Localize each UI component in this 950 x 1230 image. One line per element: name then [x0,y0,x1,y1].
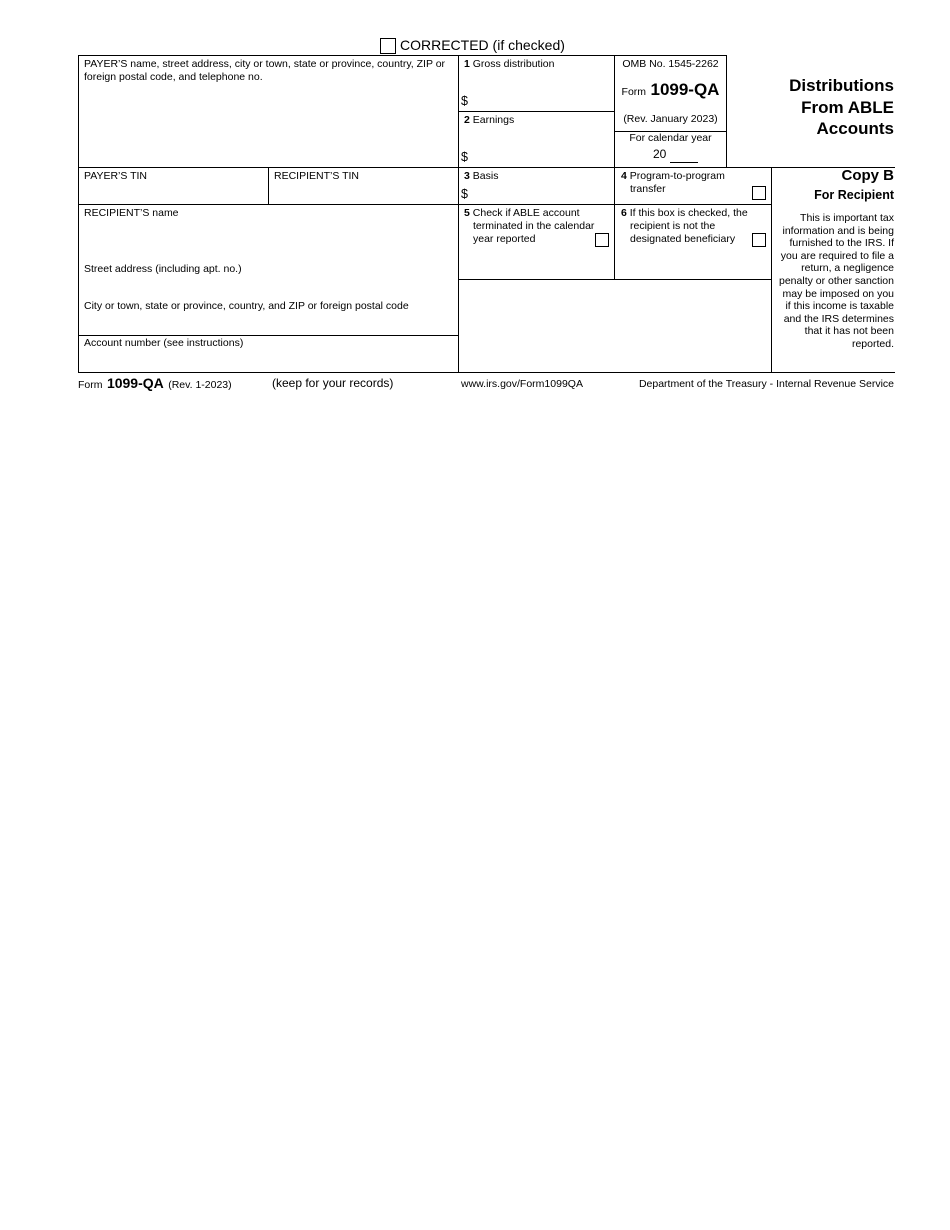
box6-text-line1: If this box is checked, the [629,207,748,219]
box5-label [464,207,594,246]
account-number-label: Account number (see instructions) [84,337,244,349]
grid-row-167 [78,167,895,168]
title-line-2: From ABLE [801,97,894,117]
grid-col-727 [726,55,727,168]
box5-text-line2: terminated in the calendar [473,220,595,232]
city-field[interactable] [80,315,456,334]
corrected-label: CORRECTED (if checked) [400,37,565,53]
form-revision: (Rev. January 2023) [623,113,718,125]
copy-b-subtitle: For Recipient [814,188,894,202]
copy-b-notice: This is important tax information and is being furnished to the IRS. If you are required to file a return, a negligence penalty or other sanction may be imposed on you if this income is taxable and the IRS determines that it has not been reported. [779,212,894,350]
box2-label [464,114,514,127]
form-prefix: Form [621,86,647,98]
corrected-checkbox[interactable] [380,38,396,54]
recipient-tin-label: RECIPIENT’S TIN [274,170,359,182]
title-line-1: Distributions [789,76,894,95]
calendar-year-label: For calendar year [629,132,712,144]
box1-currency: $ [461,94,468,108]
box4-label [621,170,725,196]
box5-number: 5 [464,207,470,219]
box3-amount-field[interactable] [472,184,612,203]
box6-checkbox[interactable] [752,233,766,247]
footer-url: www.irs.gov/Form1099QA [461,378,583,390]
box3-currency: $ [461,187,468,201]
recipient-tin-field[interactable] [270,184,456,203]
recipient-name-field[interactable] [80,222,456,260]
footer-form-prefix: Form [78,379,103,391]
box5-text-line3: year reported [473,233,536,245]
form-title [740,75,894,140]
calendar-year-prefix: 20 [653,147,667,161]
grid-col-459 [458,55,459,373]
box3-label [464,170,498,183]
footer-keep-records: (keep for your records) [272,376,394,390]
title-line-3: Accounts [816,119,894,138]
box2-currency: $ [461,150,468,164]
grid-top-left [78,55,727,56]
copy-b-title: Copy B [841,167,894,184]
box1-amount-field[interactable] [472,90,612,110]
grid-row-335 [78,335,458,336]
grid-left-edge [78,55,79,373]
omb-number: OMB No. 1545-2262 [622,58,719,70]
form-number: 1099-QA [650,80,720,99]
box1-text: Gross distribution [472,58,555,70]
account-number-field[interactable] [80,352,456,371]
box4-checkbox[interactable] [752,186,766,200]
footer-form-id [78,375,232,393]
grid-row-204 [78,204,771,205]
grid-col-268 [268,167,269,205]
box1-number: 1 [464,58,470,70]
street-address-field[interactable] [80,278,456,298]
street-address-label: Street address (including apt. no.) [84,263,242,275]
box6-text-line3: designated beneficiary [630,233,736,245]
grid-bottom [78,372,895,373]
payer-name-label: PAYER’S name, street address, city or town, state or province, country, ZIP or foreign postal code, and telephone no. [84,58,446,83]
box3-text: Basis [472,170,499,182]
payer-tin-label: PAYER’S TIN [84,170,148,182]
box4-text-line2: transfer [630,183,666,195]
box4-text-line1: Program-to-program [629,170,725,182]
form-number-header [615,80,726,100]
footer-department: Department of the Treasury - Internal Revenue Service [638,378,894,390]
box2-number: 2 [464,114,470,126]
payer-name-field[interactable] [80,84,456,165]
box5-checkbox[interactable] [595,233,609,247]
grid-row-111 [458,111,614,112]
box1-label [464,58,554,71]
box6-number: 6 [621,207,627,219]
payer-tin-field[interactable] [80,184,266,203]
box4-number: 4 [621,170,627,182]
box2-amount-field[interactable] [472,146,612,166]
footer-form-rev: (Rev. 1-2023) [168,379,232,391]
box2-text: Earnings [472,114,515,126]
footer-form-number: 1099-QA [106,375,164,391]
calendar-year-field[interactable] [670,148,698,163]
recipient-name-label: RECIPIENT’S name [84,207,179,219]
grid-row-279 [458,279,771,280]
box3-number: 3 [464,170,470,182]
city-label: City or town, state or province, country, and ZIP or foreign postal code [84,300,409,312]
box6-text-line2: recipient is not the [630,220,716,232]
grid-col-772 [771,167,772,373]
box5-text-line1: Check if ABLE account [472,207,580,219]
box6-label [621,207,748,246]
